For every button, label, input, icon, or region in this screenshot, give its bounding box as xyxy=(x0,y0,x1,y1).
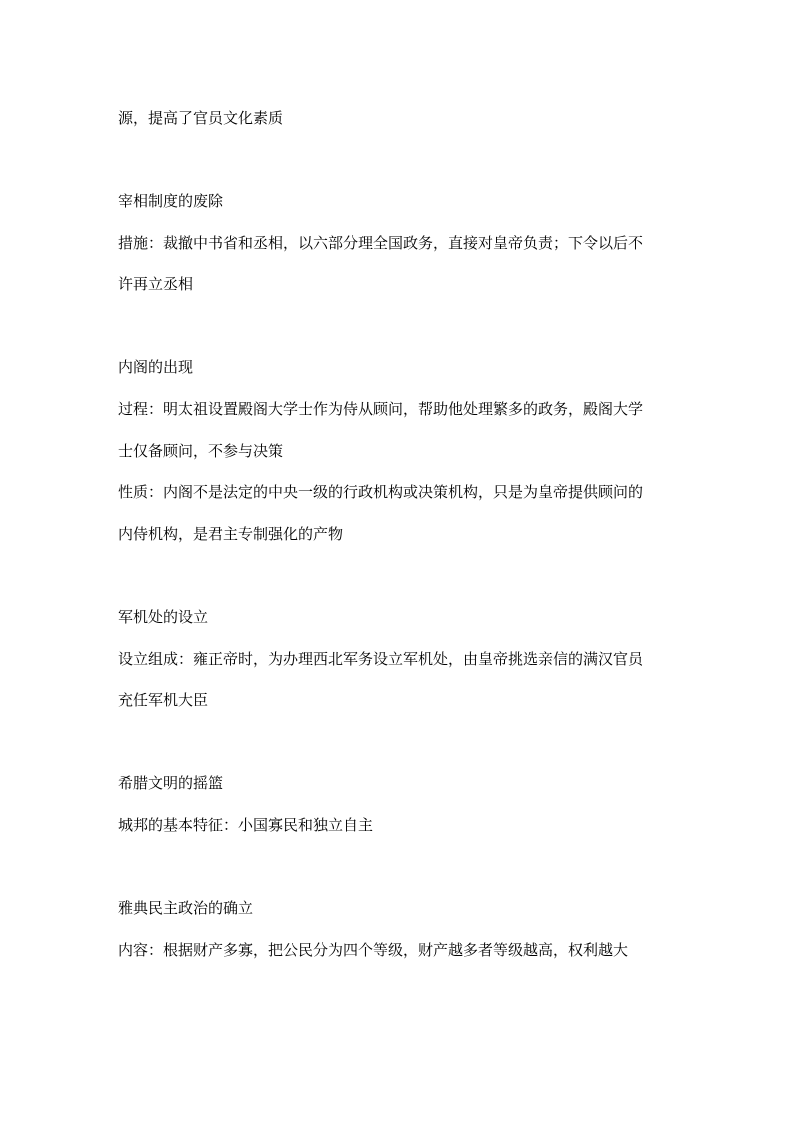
text-line: 士仅备顾问，不参与决策 xyxy=(118,442,284,460)
text-line: 源，提高了官员文化素质 xyxy=(118,109,284,127)
section-heading: 雅典民主政治的确立 xyxy=(118,899,254,917)
text-line: 充任军机大臣 xyxy=(118,691,209,709)
section-heading: 宰相制度的废除 xyxy=(118,192,224,210)
section-heading: 希腊文明的摇篮 xyxy=(118,774,224,792)
text-line: 过程：明太祖设置殿阁大学士作为侍从顾问，帮助他处理繁多的政务，殿阁大学 xyxy=(118,400,644,418)
text-line: 内侍机构，是君主专制强化的产物 xyxy=(118,525,344,543)
text-line: 性质：内阁不是法定的中央一级的行政机构或决策机构，只是为皇帝提供顾问的 xyxy=(118,483,644,501)
section-heading: 军机处的设立 xyxy=(118,608,209,626)
text-line: 许再立丞相 xyxy=(118,275,194,293)
text-line: 内容：根据财产多寡，把公民分为四个等级，财产越多者等级越高，权利越大 xyxy=(118,941,629,959)
text-line: 城邦的基本特征：小国寡民和独立自主 xyxy=(118,816,374,834)
text-line: 设立组成：雍正帝时，为办理西北军务设立军机处，由皇帝挑选亲信的满汉官员 xyxy=(118,650,644,668)
text-line: 措施：裁撤中书省和丞相，以六部分理全国政务，直接对皇帝负责；下令以后不 xyxy=(118,234,644,252)
section-heading: 内阁的出现 xyxy=(118,358,194,376)
